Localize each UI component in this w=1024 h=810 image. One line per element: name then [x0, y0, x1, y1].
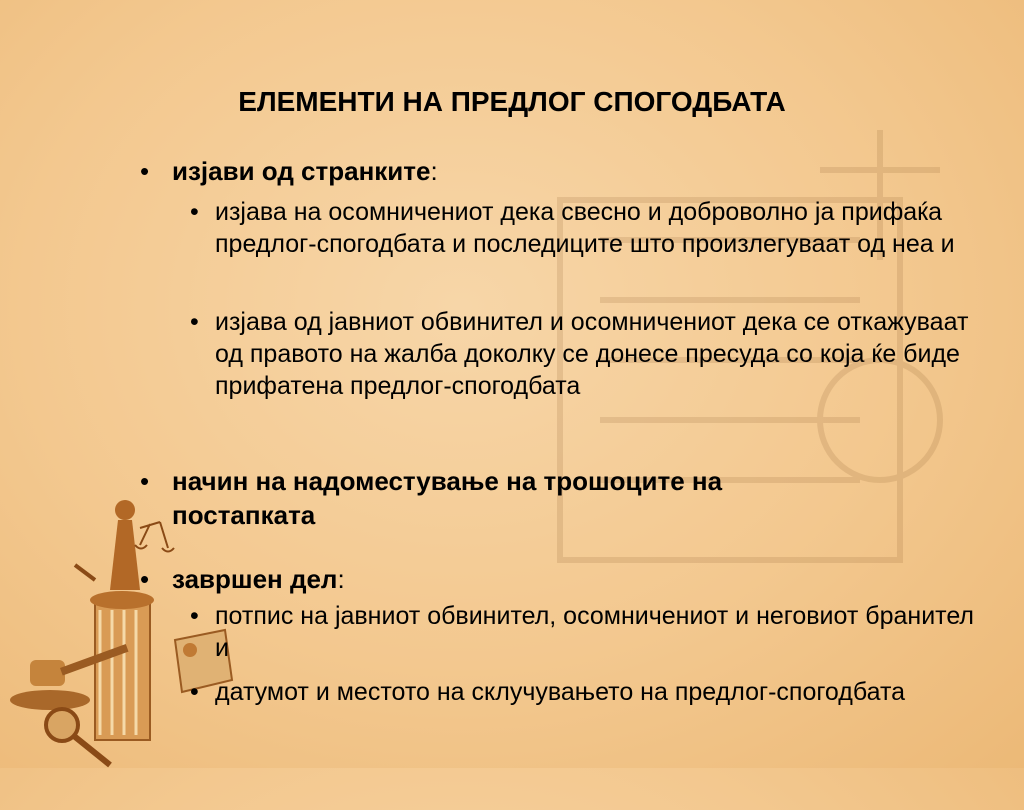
list-item: [190, 306, 980, 402]
bullet-marker: •: [190, 308, 199, 336]
item-heading: изјави од странките: [172, 156, 431, 186]
item-text: изјава на осомничениот дека свесно и доброволно ја прифаќа предлог-спогодбата и последиците што произлегуваат од неа и: [215, 198, 955, 258]
bullet-marker: •: [190, 198, 199, 226]
item-text: потпис на јавниот обвинител, осомничениот и неговиот бранител и: [215, 602, 974, 662]
bullet-marker: •: [190, 602, 199, 630]
bullet-marker: •: [140, 156, 150, 186]
item-text: изјава од јавниот обвинител и осомничениот дека се откажуваат од правото на жалба доколку се донесе пресуда со која ќе биде прифатена предлог-спогодбата: [215, 308, 969, 400]
item-tail: :: [430, 156, 438, 186]
list-item: [190, 600, 980, 664]
list-item: [140, 464, 860, 532]
list-item: [190, 196, 980, 260]
justice-statue-icon: [75, 500, 174, 740]
bullet-marker: •: [140, 564, 150, 594]
item-tail: :: [337, 564, 345, 594]
list-item: [190, 676, 980, 708]
bullet-marker: •: [140, 466, 150, 496]
item-heading: завршен дел: [172, 564, 338, 594]
slide-title: ЕЛЕМЕНТИ НА ПРЕДЛОГ СПОГОДБАТА: [238, 86, 786, 117]
list-item: [140, 562, 860, 596]
bullet-marker: •: [190, 678, 199, 706]
item-text: датумот и местото на склучувањето на предлог-спогодбата: [215, 678, 906, 706]
list-item: [140, 154, 860, 188]
item-heading: начин на надоместување на трошоците на постапката: [172, 466, 723, 530]
